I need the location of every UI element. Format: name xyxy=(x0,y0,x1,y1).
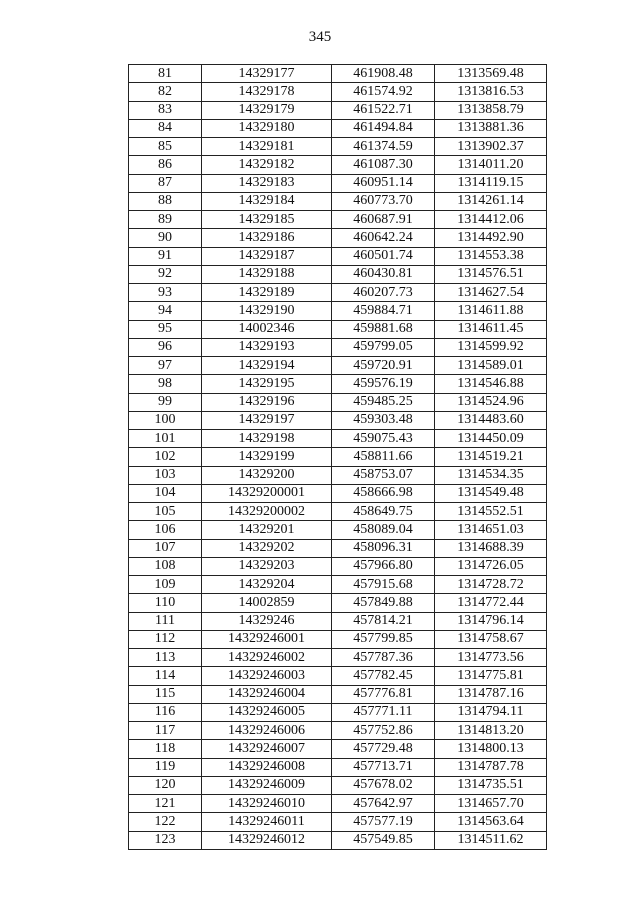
y-coordinate-cell: 1314794.11 xyxy=(435,703,547,721)
point-id-cell: 14329246006 xyxy=(202,722,332,740)
table-row xyxy=(129,156,547,174)
y-coordinate-cell: 1314657.70 xyxy=(435,795,547,813)
row-number-cell: 120 xyxy=(129,776,202,794)
table-row xyxy=(129,357,547,375)
x-coordinate-cell: 461574.92 xyxy=(332,83,435,101)
point-id-cell: 14329197 xyxy=(202,411,332,429)
x-coordinate-cell: 458811.66 xyxy=(332,448,435,466)
row-number-cell: 102 xyxy=(129,448,202,466)
x-coordinate-cell: 460773.70 xyxy=(332,192,435,210)
x-coordinate-cell: 457849.88 xyxy=(332,594,435,612)
row-number-cell: 107 xyxy=(129,539,202,557)
point-id-cell: 14329246005 xyxy=(202,703,332,721)
point-id-cell: 14329246004 xyxy=(202,685,332,703)
point-id-cell: 14329246011 xyxy=(202,813,332,831)
table-row xyxy=(129,411,547,429)
y-coordinate-cell: 1314775.81 xyxy=(435,667,547,685)
x-coordinate-cell: 460951.14 xyxy=(332,174,435,192)
table-row xyxy=(129,138,547,156)
table-row xyxy=(129,174,547,192)
table-row xyxy=(129,192,547,210)
point-id-cell: 14329195 xyxy=(202,375,332,393)
row-number-cell: 103 xyxy=(129,466,202,484)
point-id-cell: 14329200 xyxy=(202,466,332,484)
row-number-cell: 122 xyxy=(129,813,202,831)
row-number-cell: 100 xyxy=(129,411,202,429)
x-coordinate-cell: 459720.91 xyxy=(332,357,435,375)
point-id-cell: 14329246010 xyxy=(202,795,332,813)
row-number-cell: 115 xyxy=(129,685,202,703)
point-id-cell: 14329196 xyxy=(202,393,332,411)
x-coordinate-cell: 457782.45 xyxy=(332,667,435,685)
y-coordinate-cell: 1314549.48 xyxy=(435,484,547,502)
table-row xyxy=(129,795,547,813)
y-coordinate-cell: 1314534.35 xyxy=(435,466,547,484)
y-coordinate-cell: 1314261.14 xyxy=(435,192,547,210)
point-id-cell: 14329177 xyxy=(202,65,332,83)
y-coordinate-cell: 1314796.14 xyxy=(435,612,547,630)
point-id-cell: 14329178 xyxy=(202,83,332,101)
x-coordinate-cell: 457713.71 xyxy=(332,758,435,776)
row-number-cell: 111 xyxy=(129,612,202,630)
point-id-cell: 14329246001 xyxy=(202,630,332,648)
row-number-cell: 92 xyxy=(129,265,202,283)
x-coordinate-cell: 458089.04 xyxy=(332,521,435,539)
row-number-cell: 99 xyxy=(129,393,202,411)
row-number-cell: 97 xyxy=(129,357,202,375)
x-coordinate-cell: 460501.74 xyxy=(332,247,435,265)
point-id-cell: 14329181 xyxy=(202,138,332,156)
table-row xyxy=(129,703,547,721)
table-row xyxy=(129,320,547,338)
row-number-cell: 91 xyxy=(129,247,202,265)
row-number-cell: 117 xyxy=(129,722,202,740)
y-coordinate-cell: 1314563.64 xyxy=(435,813,547,831)
x-coordinate-cell: 457729.48 xyxy=(332,740,435,758)
x-coordinate-cell: 458666.98 xyxy=(332,484,435,502)
row-number-cell: 95 xyxy=(129,320,202,338)
row-number-cell: 109 xyxy=(129,576,202,594)
point-id-cell: 14329199 xyxy=(202,448,332,466)
table-row xyxy=(129,430,547,448)
y-coordinate-cell: 1313902.37 xyxy=(435,138,547,156)
y-coordinate-cell: 1314611.88 xyxy=(435,302,547,320)
row-number-cell: 110 xyxy=(129,594,202,612)
table-body xyxy=(129,65,547,850)
table-row xyxy=(129,776,547,794)
x-coordinate-cell: 457787.36 xyxy=(332,649,435,667)
row-number-cell: 114 xyxy=(129,667,202,685)
point-id-cell: 14329190 xyxy=(202,302,332,320)
y-coordinate-cell: 1314492.90 xyxy=(435,229,547,247)
x-coordinate-cell: 459303.48 xyxy=(332,411,435,429)
x-coordinate-cell: 460207.73 xyxy=(332,284,435,302)
row-number-cell: 104 xyxy=(129,484,202,502)
table-row xyxy=(129,539,547,557)
point-id-cell: 14329204 xyxy=(202,576,332,594)
y-coordinate-cell: 1314800.13 xyxy=(435,740,547,758)
point-id-cell: 14329183 xyxy=(202,174,332,192)
x-coordinate-cell: 461908.48 xyxy=(332,65,435,83)
x-coordinate-cell: 457771.11 xyxy=(332,703,435,721)
y-coordinate-cell: 1314735.51 xyxy=(435,776,547,794)
page-number: 345 xyxy=(308,29,332,45)
point-id-cell: 14329184 xyxy=(202,192,332,210)
row-number-cell: 81 xyxy=(129,65,202,83)
row-number-cell: 88 xyxy=(129,192,202,210)
x-coordinate-cell: 457642.97 xyxy=(332,795,435,813)
point-id-cell: 14329246 xyxy=(202,612,332,630)
point-id-cell: 14329246002 xyxy=(202,649,332,667)
y-coordinate-cell: 1314011.20 xyxy=(435,156,547,174)
y-coordinate-cell: 1314787.78 xyxy=(435,758,547,776)
y-coordinate-cell: 1314758.67 xyxy=(435,630,547,648)
row-number-cell: 121 xyxy=(129,795,202,813)
point-id-cell: 14329201 xyxy=(202,521,332,539)
point-id-cell: 14329188 xyxy=(202,265,332,283)
point-id-cell: 14002346 xyxy=(202,320,332,338)
point-id-cell: 14329189 xyxy=(202,284,332,302)
y-coordinate-cell: 1314773.56 xyxy=(435,649,547,667)
x-coordinate-cell: 457799.85 xyxy=(332,630,435,648)
table-row xyxy=(129,521,547,539)
point-id-cell: 14329246007 xyxy=(202,740,332,758)
table-row xyxy=(129,612,547,630)
point-id-cell: 14329202 xyxy=(202,539,332,557)
table-row xyxy=(129,119,547,137)
x-coordinate-cell: 457549.85 xyxy=(332,831,435,849)
row-number-cell: 83 xyxy=(129,101,202,119)
point-id-cell: 14329246008 xyxy=(202,758,332,776)
table-row xyxy=(129,557,547,575)
row-number-cell: 94 xyxy=(129,302,202,320)
table-row xyxy=(129,466,547,484)
table-row xyxy=(129,448,547,466)
table-row xyxy=(129,594,547,612)
y-coordinate-cell: 1314519.21 xyxy=(435,448,547,466)
y-coordinate-cell: 1314813.20 xyxy=(435,722,547,740)
x-coordinate-cell: 457678.02 xyxy=(332,776,435,794)
x-coordinate-cell: 458096.31 xyxy=(332,539,435,557)
x-coordinate-cell: 461374.59 xyxy=(332,138,435,156)
point-id-cell: 14329182 xyxy=(202,156,332,174)
point-id-cell: 14329198 xyxy=(202,430,332,448)
point-id-cell: 14329200002 xyxy=(202,503,332,521)
point-id-cell: 14329185 xyxy=(202,211,332,229)
row-number-cell: 101 xyxy=(129,430,202,448)
row-number-cell: 118 xyxy=(129,740,202,758)
point-id-cell: 14329193 xyxy=(202,338,332,356)
point-id-cell: 14329186 xyxy=(202,229,332,247)
table-row xyxy=(129,831,547,849)
table-row xyxy=(129,393,547,411)
table-row xyxy=(129,65,547,83)
y-coordinate-cell: 1314589.01 xyxy=(435,357,547,375)
table-row xyxy=(129,740,547,758)
y-coordinate-cell: 1314412.06 xyxy=(435,211,547,229)
x-coordinate-cell: 457814.21 xyxy=(332,612,435,630)
point-id-cell: 14002859 xyxy=(202,594,332,612)
y-coordinate-cell: 1313858.79 xyxy=(435,101,547,119)
y-coordinate-cell: 1314627.54 xyxy=(435,284,547,302)
table-row xyxy=(129,284,547,302)
y-coordinate-cell: 1314651.03 xyxy=(435,521,547,539)
table-row xyxy=(129,211,547,229)
table-row xyxy=(129,338,547,356)
y-coordinate-cell: 1314728.72 xyxy=(435,576,547,594)
table-row xyxy=(129,722,547,740)
x-coordinate-cell: 459884.71 xyxy=(332,302,435,320)
x-coordinate-cell: 457966.80 xyxy=(332,557,435,575)
y-coordinate-cell: 1314599.92 xyxy=(435,338,547,356)
row-number-cell: 108 xyxy=(129,557,202,575)
row-number-cell: 116 xyxy=(129,703,202,721)
x-coordinate-cell: 457776.81 xyxy=(332,685,435,703)
row-number-cell: 84 xyxy=(129,119,202,137)
table-row xyxy=(129,813,547,831)
row-number-cell: 90 xyxy=(129,229,202,247)
table-row xyxy=(129,101,547,119)
table-row xyxy=(129,247,547,265)
table-row xyxy=(129,758,547,776)
y-coordinate-cell: 1314772.44 xyxy=(435,594,547,612)
x-coordinate-cell: 461522.71 xyxy=(332,101,435,119)
row-number-cell: 86 xyxy=(129,156,202,174)
y-coordinate-cell: 1314524.96 xyxy=(435,393,547,411)
row-number-cell: 119 xyxy=(129,758,202,776)
x-coordinate-cell: 461087.30 xyxy=(332,156,435,174)
y-coordinate-cell: 1314787.16 xyxy=(435,685,547,703)
coordinate-table xyxy=(128,64,547,850)
point-id-cell: 14329179 xyxy=(202,101,332,119)
point-id-cell: 14329187 xyxy=(202,247,332,265)
x-coordinate-cell: 460642.24 xyxy=(332,229,435,247)
point-id-cell: 14329246012 xyxy=(202,831,332,849)
x-coordinate-cell: 457915.68 xyxy=(332,576,435,594)
point-id-cell: 14329203 xyxy=(202,557,332,575)
row-number-cell: 123 xyxy=(129,831,202,849)
table-row xyxy=(129,83,547,101)
x-coordinate-cell: 458649.75 xyxy=(332,503,435,521)
table-row xyxy=(129,302,547,320)
row-number-cell: 105 xyxy=(129,503,202,521)
x-coordinate-cell: 459881.68 xyxy=(332,320,435,338)
y-coordinate-cell: 1313569.48 xyxy=(435,65,547,83)
y-coordinate-cell: 1314483.60 xyxy=(435,411,547,429)
table-row xyxy=(129,484,547,502)
x-coordinate-cell: 459075.43 xyxy=(332,430,435,448)
x-coordinate-cell: 459485.25 xyxy=(332,393,435,411)
table-row xyxy=(129,685,547,703)
point-id-cell: 14329246003 xyxy=(202,667,332,685)
table-row xyxy=(129,229,547,247)
x-coordinate-cell: 459799.05 xyxy=(332,338,435,356)
row-number-cell: 93 xyxy=(129,284,202,302)
point-id-cell: 14329194 xyxy=(202,357,332,375)
y-coordinate-cell: 1313881.36 xyxy=(435,119,547,137)
x-coordinate-cell: 458753.07 xyxy=(332,466,435,484)
y-coordinate-cell: 1314576.51 xyxy=(435,265,547,283)
y-coordinate-cell: 1314726.05 xyxy=(435,557,547,575)
x-coordinate-cell: 461494.84 xyxy=(332,119,435,137)
x-coordinate-cell: 457577.19 xyxy=(332,813,435,831)
row-number-cell: 87 xyxy=(129,174,202,192)
row-number-cell: 85 xyxy=(129,138,202,156)
y-coordinate-cell: 1314552.51 xyxy=(435,503,547,521)
x-coordinate-cell: 457752.86 xyxy=(332,722,435,740)
table-row xyxy=(129,503,547,521)
row-number-cell: 106 xyxy=(129,521,202,539)
y-coordinate-cell: 1314119.15 xyxy=(435,174,547,192)
x-coordinate-cell: 460687.91 xyxy=(332,211,435,229)
row-number-cell: 98 xyxy=(129,375,202,393)
point-id-cell: 14329200001 xyxy=(202,484,332,502)
x-coordinate-cell: 460430.81 xyxy=(332,265,435,283)
row-number-cell: 89 xyxy=(129,211,202,229)
table-row xyxy=(129,576,547,594)
y-coordinate-cell: 1314511.62 xyxy=(435,831,547,849)
y-coordinate-cell: 1313816.53 xyxy=(435,83,547,101)
table-row xyxy=(129,649,547,667)
y-coordinate-cell: 1314546.88 xyxy=(435,375,547,393)
table-row xyxy=(129,265,547,283)
row-number-cell: 113 xyxy=(129,649,202,667)
point-id-cell: 14329180 xyxy=(202,119,332,137)
y-coordinate-cell: 1314450.09 xyxy=(435,430,547,448)
table-row xyxy=(129,667,547,685)
table-row xyxy=(129,630,547,648)
table-row xyxy=(129,375,547,393)
x-coordinate-cell: 459576.19 xyxy=(332,375,435,393)
row-number-cell: 96 xyxy=(129,338,202,356)
y-coordinate-cell: 1314688.39 xyxy=(435,539,547,557)
point-id-cell: 14329246009 xyxy=(202,776,332,794)
row-number-cell: 112 xyxy=(129,630,202,648)
row-number-cell: 82 xyxy=(129,83,202,101)
y-coordinate-cell: 1314611.45 xyxy=(435,320,547,338)
y-coordinate-cell: 1314553.38 xyxy=(435,247,547,265)
